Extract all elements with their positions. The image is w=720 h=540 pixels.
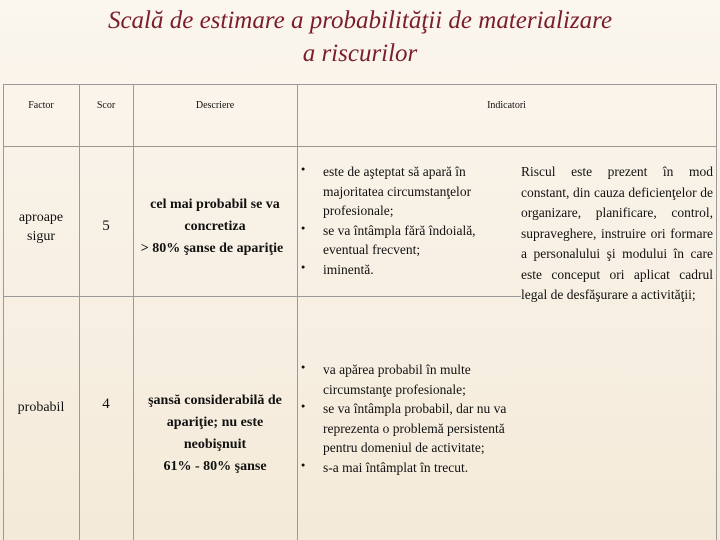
row2-factor: probabil bbox=[17, 400, 65, 415]
col-border-factor bbox=[79, 84, 80, 540]
row1-indicators bbox=[299, 162, 519, 279]
row-divider bbox=[3, 296, 521, 297]
title-line-1: Scală de estimare a probabilităţii de materializare bbox=[107, 7, 613, 34]
row2-indicators bbox=[299, 360, 521, 477]
list-item: ● s-a mai întâmplat în trecut. bbox=[299, 458, 521, 478]
header-scor: Scor bbox=[96, 100, 116, 111]
list-item: ● se va întâmpla fără îndoială, eventual frecvent; bbox=[299, 221, 519, 260]
header-factor: Factor bbox=[28, 100, 54, 111]
col-border-left bbox=[3, 84, 4, 540]
page-title bbox=[0, 4, 720, 70]
header-divider bbox=[3, 146, 717, 147]
col-border-right bbox=[716, 84, 717, 540]
header-descriere: Descriere bbox=[195, 100, 235, 111]
row1-factor: aproape sigur bbox=[18, 210, 64, 244]
header-indicatori: Indicatori bbox=[487, 100, 526, 111]
row1-description: cel mai probabil se va concretiza > 80% şanse de apariţie bbox=[140, 197, 284, 256]
list-item: ● este de aşteptat să apară în majoritatea circumstanţelor profesionale; bbox=[299, 162, 519, 221]
list-item: ● se va întâmpla probabil, dar nu va reprezenta o problemă persistentă pentru domeniul de activitate; bbox=[299, 399, 521, 458]
risk-description: Riscul este prezent în mod constant, din cauza deficienţelor de organizare, planificare, control, supraveghere, instruire ori formare a personalului şi modului în care este conceput ori aplicat cadrul legal de desfăşurare a activităţii; bbox=[521, 164, 713, 302]
list-item: ● va apărea probabil în multe circumstanţe profesionale; bbox=[299, 360, 521, 399]
title-line-2: a riscurilor bbox=[302, 40, 418, 67]
list-item: ● iminentă. bbox=[299, 260, 519, 280]
col-border-desc bbox=[297, 84, 298, 540]
row2-scor: 4 bbox=[102, 396, 110, 412]
table-top-border bbox=[3, 84, 717, 85]
probability-table bbox=[3, 76, 717, 540]
row2-description: şansă considerabilă de apariţie; nu este neobişnuit 61% - 80% şanse bbox=[148, 393, 282, 474]
row1-scor: 5 bbox=[102, 218, 110, 234]
